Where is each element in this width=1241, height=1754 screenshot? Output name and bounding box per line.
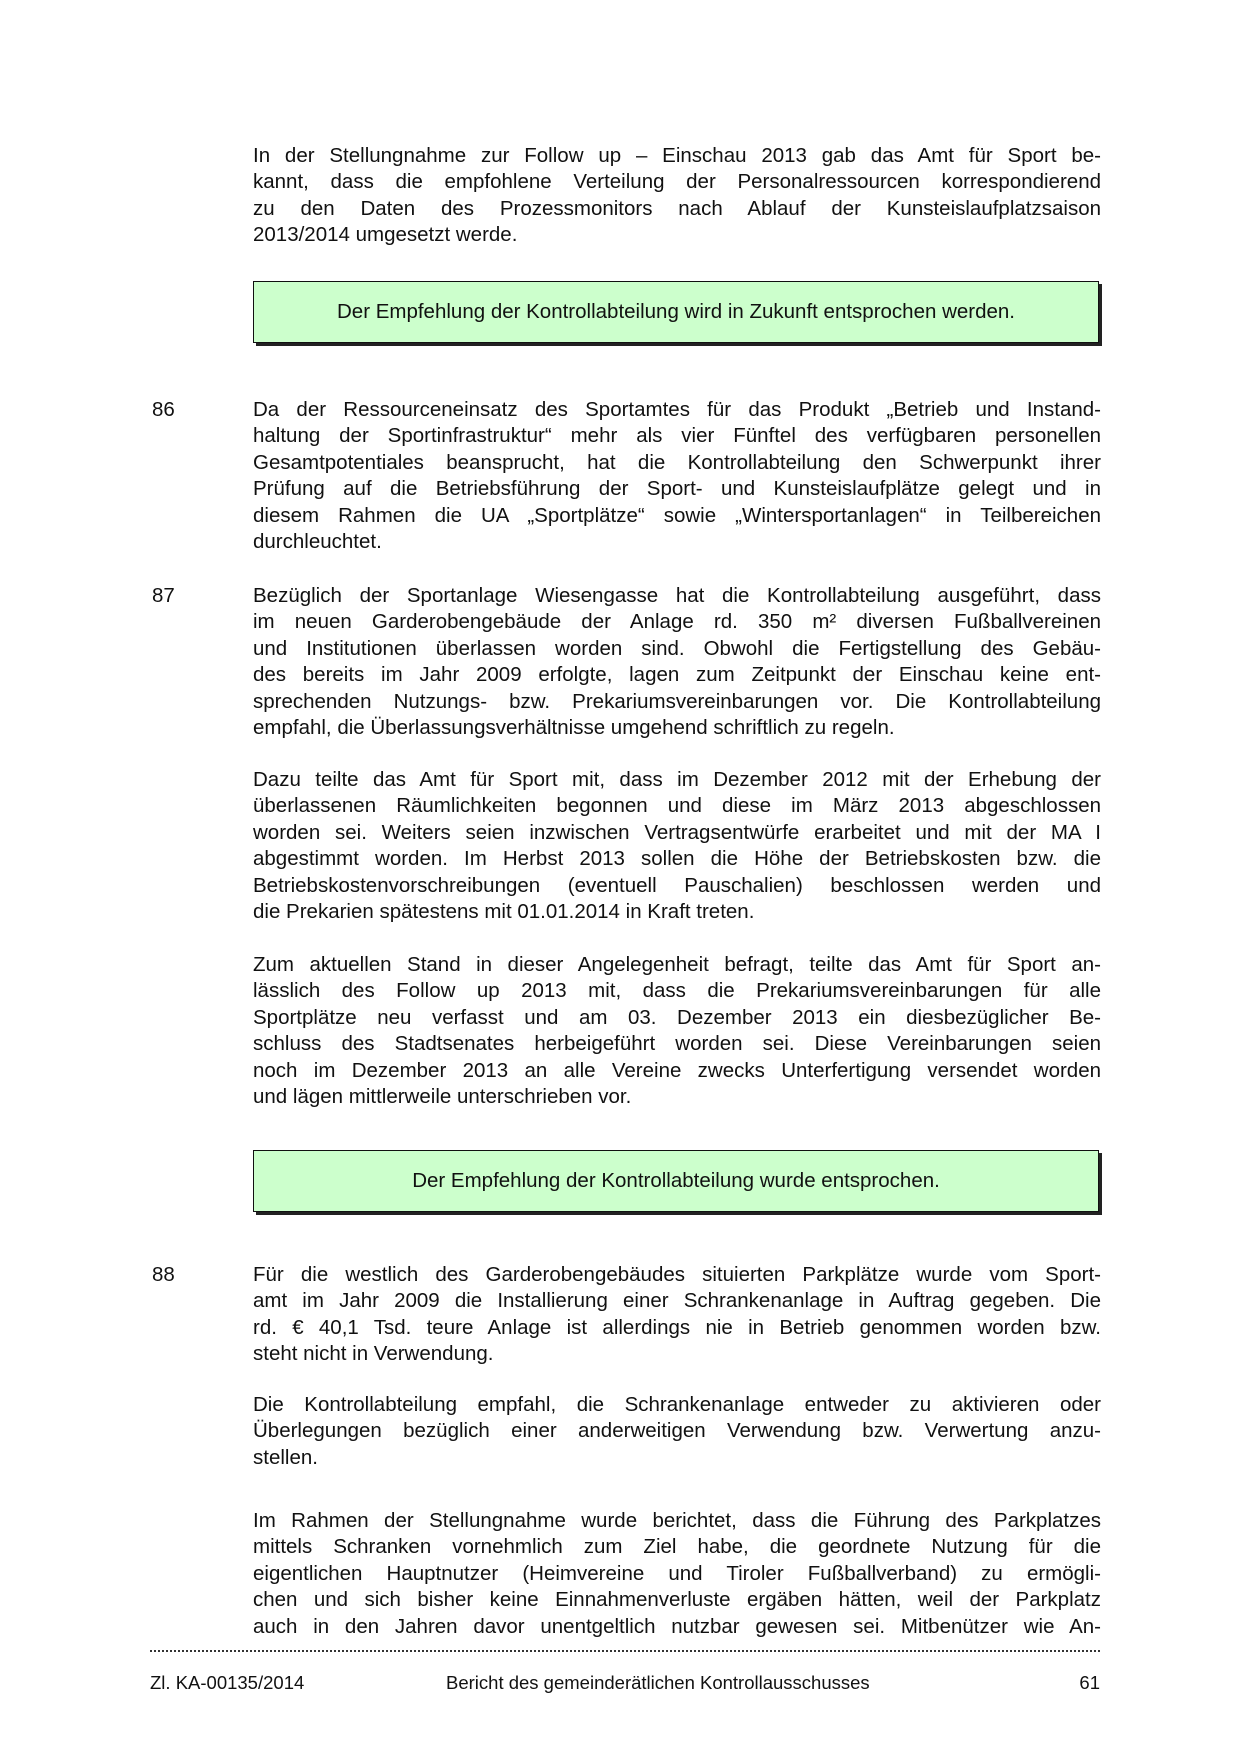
text-line: schluss des Stadtsenates herbeigeführt worden sei. Diese Vereinbarungen seien (253, 1032, 1101, 1056)
paragraph-number: 88 (152, 1263, 175, 1286)
text-line: worden sei. Weiters seien inzwischen Vertragsentwürfe erarbeitet und mit der MA I (253, 820, 1101, 844)
text-line: Im Rahmen der Stellungnahme wurde berichtet, dass die Führung des Parkplatzes (253, 1509, 1101, 1532)
text-line: Überlegungen bezüglich einer anderweitigen Verwendung bzw. Verwertung anzu- (253, 1419, 1101, 1443)
footer-reference: Zl. KA-00135/2014 (150, 1672, 305, 1693)
text-line: Da der Ressourceneinsatz des Sportamtes für das Produkt „Betrieb und Instand- (253, 398, 1101, 421)
text-line: Zum aktuellen Stand in dieser Angelegenheit befragt, teilte das Amt für Sport an- (253, 953, 1101, 976)
footer-title: Bericht des gemeinderätlichen Kontrollausschusses (446, 1672, 870, 1693)
recommendation-box (253, 1150, 1099, 1212)
paragraph (253, 952, 1101, 1110)
paragraph (253, 143, 1101, 249)
text-line: und Institutionen überlassen worden sind. Obwohl die Fertigstellung des Gebäu- (253, 636, 1101, 660)
text-line: Dazu teilte das Amt für Sport mit, dass im Dezember 2012 mit der Erhebung der (253, 768, 1101, 791)
text-line: überlassenen Räumlichkeiten begonnen und diese im März 2013 abgeschlossen (253, 794, 1101, 818)
paragraph (253, 397, 1101, 555)
text-line: die Prekarien spätestens mit 01.01.2014 in Kraft treten. (253, 899, 755, 923)
recommendation-box (253, 281, 1099, 343)
text-line: noch im Dezember 2013 an alle Vereine zwecks Unterfertigung versendet worden (253, 1058, 1101, 1082)
text-line: auch in den Jahren davor unentgeltlich nutzbar gewesen sei. Mitbenützer wie An- (253, 1614, 1101, 1638)
text-line: sprechenden Nutzungs- bzw. Prekariumsvereinbarungen vor. Die Kontrollabteilung (253, 689, 1101, 713)
paragraph-number: 87 (152, 584, 175, 607)
text-line: kannt, dass die empfohlene Verteilung der Personalressourcen korrespondierend (253, 170, 1101, 194)
paragraph-number: 86 (152, 398, 175, 421)
text-line: chen und sich bisher keine Einnahmenverluste ergäben hätten, weil der Parkplatz (253, 1588, 1101, 1612)
text-line: eigentlichen Hauptnutzer (Heimvereine und Tiroler Fußballverband) zu ermögli- (253, 1561, 1101, 1585)
text-line: empfahl, die Überlassungsverhältnisse umgehend schriftlich zu regeln. (253, 715, 895, 739)
text-line: und lägen mittlerweile unterschrieben vor. (253, 1084, 632, 1108)
recommendation-text: Der Empfehlung der Kontrollabteilung wurde entsprochen. (412, 1169, 940, 1192)
text-line: lässlich des Follow up 2013 mit, dass die Prekariumsvereinbarungen für alle (253, 979, 1101, 1003)
paragraph (253, 583, 1101, 741)
text-line: stellen. (253, 1445, 318, 1469)
text-line: zu den Daten des Prozessmonitors nach Ablauf der Kunsteislaufplatzsaison (253, 196, 1101, 220)
text-line: Betriebskostenvorschreibungen (eventuell Pauschalien) beschlossen werden und (253, 873, 1101, 897)
text-line: steht nicht in Verwendung. (253, 1342, 494, 1366)
footer-divider (150, 1650, 1100, 1652)
text-line: Die Kontrollabteilung empfahl, die Schrankenanlage entweder zu aktivieren oder (253, 1393, 1101, 1416)
text-line: Prüfung auf die Betriebsführung der Sport- und Kunsteislaufplätze gelegt und in (253, 477, 1101, 501)
text-line: mittels Schranken vornehmlich zum Ziel habe, die geordnete Nutzung für die (253, 1535, 1101, 1559)
text-line: des bereits im Jahr 2009 erfolgte, lagen zum Zeitpunkt der Einschau keine ent- (253, 663, 1101, 687)
text-line: Sportplätze neu verfasst und am 03. Dezember 2013 ein diesbezüglicher Be- (253, 1005, 1101, 1029)
page-number: 61 (1079, 1672, 1100, 1693)
text-line: In der Stellungnahme zur Follow up – Einschau 2013 gab das Amt für Sport be- (253, 144, 1101, 167)
recommendation-text: Der Empfehlung der Kontrollabteilung wird in Zukunft entsprochen werden. (336, 300, 1016, 323)
paragraph (253, 1262, 1101, 1368)
text-line: rd. € 40,1 Tsd. teure Anlage ist allerdings nie in Betrieb genommen worden bzw. (253, 1315, 1101, 1339)
text-line: Gesamtpotentiales beansprucht, hat die Kontrollabteilung den Schwerpunkt ihrer (253, 450, 1101, 474)
text-line: abgestimmt worden. Im Herbst 2013 sollen die Höhe der Betriebskosten bzw. die (253, 847, 1101, 871)
paragraph (253, 1392, 1101, 1471)
text-line: im neuen Garderobengebäude der Anlage rd. 350 m² diversen Fußballvereinen (253, 610, 1101, 634)
text-line: Bezüglich der Sportanlage Wiesengasse hat die Kontrollabteilung ausgeführt, dass (253, 584, 1101, 607)
text-line: durchleuchtet. (253, 529, 382, 553)
text-line: amt im Jahr 2009 die Installierung einer Schrankenanlage in Auftrag gegeben. Die (253, 1289, 1101, 1313)
paragraph (253, 1508, 1101, 1640)
text-line: haltung der Sportinfrastruktur“ mehr als vier Fünftel des verfügbaren personellen (253, 424, 1101, 448)
text-line: diesem Rahmen die UA „Sportplätze“ sowie „Wintersportanlagen“ in Teilbereichen (253, 503, 1101, 527)
text-line: 2013/2014 umgesetzt werde. (253, 223, 518, 247)
paragraph (253, 767, 1101, 925)
text-line: Für die westlich des Garderobengebäudes situierten Parkplätze wurde vom Sport- (253, 1263, 1101, 1286)
